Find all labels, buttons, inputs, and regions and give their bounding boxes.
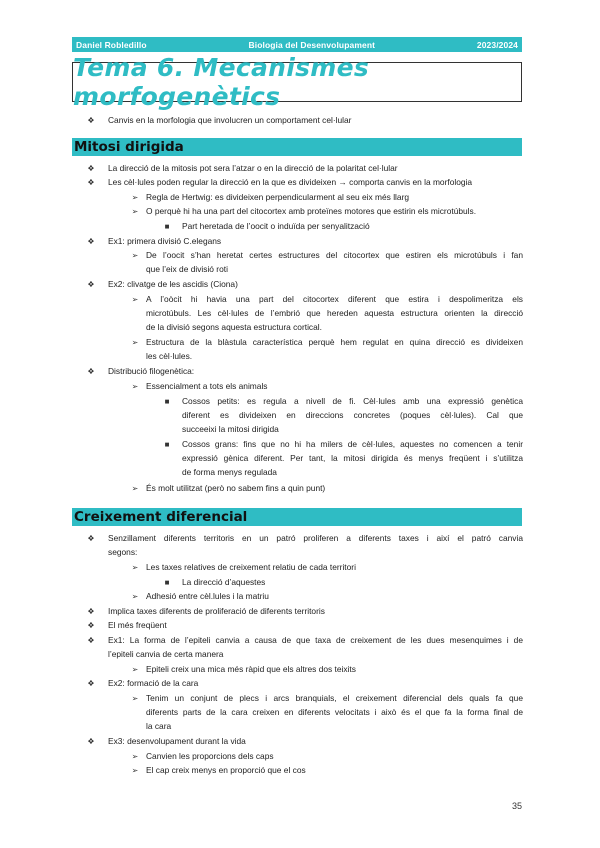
text-line: El més freqüent: [108, 620, 167, 630]
arrow-bullet-icon: ➢: [131, 382, 139, 391]
arrow-bullet-icon: ➢: [131, 338, 139, 347]
square-bullet-icon: ■: [164, 578, 170, 587]
arrow-bullet-icon: ➢: [131, 193, 139, 202]
text-line: Distribució filogenètica:: [108, 366, 195, 376]
text-line: Les taxes relatives de creixement relatiu de cada territori: [146, 562, 356, 572]
text-line: de forma menys regulada: [182, 467, 277, 477]
bullet-icon: ❖: [87, 164, 95, 173]
bullet-icon: ❖: [87, 367, 95, 376]
page-header: [72, 37, 522, 52]
bullet-icon: ❖: [87, 237, 95, 246]
arrow-bullet-icon: ➢: [131, 207, 139, 216]
text-line: expressió gènica diferent. Per tant, la mitosi dirigida és menys freqüent i s’utilitza: [182, 453, 523, 463]
text-line: Epiteli creix una mica més ràpid que els altres dos teixits: [146, 664, 356, 674]
text-line: Part heretada de l’oocit o induïda per senyalització: [182, 221, 370, 231]
text-line: És molt utilitzat (però no sabem fins a quin punt): [146, 483, 326, 493]
text-line: de la divisió segons aquesta estructura cortical.: [146, 322, 322, 332]
text-line: Canvien les proporcions dels caps: [146, 751, 274, 761]
bullet-icon: ❖: [87, 534, 95, 543]
text-line: Ex1: La forma de l’epiteli canvia a causa de que taxa de creixement de les dues mesenquimes i de: [108, 635, 523, 645]
text-line: diferents parts de la cara creixen en diferents velocitats i això és el que fa la forma final de: [146, 707, 523, 717]
bullet-icon: ❖: [87, 116, 95, 125]
page-title: Tema 6. Mecanismes morfogenètics: [73, 53, 370, 111]
square-bullet-icon: ■: [164, 440, 170, 449]
arrow-bullet-icon: ➢: [131, 295, 139, 304]
text-line: Senzillament diferents territoris en un patró proliferen a diferents taxes i així el patró canvia: [108, 533, 523, 543]
text-line: segons:: [108, 547, 138, 557]
arrow-bullet-icon: ➢: [131, 592, 139, 601]
arrow-bullet-icon: ➢: [131, 563, 139, 572]
text-line: O perquè hi ha una part del citocortex amb proteïnes motores que estirin els microtúbuls.: [146, 206, 477, 216]
bullet-icon: ❖: [87, 679, 95, 688]
text-line: Cossos grans: fins que no hi ha milers de cèl·lules, aquestes no comencen a tenir: [182, 439, 523, 449]
text-line: microtúbuls. Les cèl·lules de l’embrió que hereden aquesta estructura orienten la direcció: [146, 308, 523, 318]
text-line: Cossos petits: es regula a nivell de fi. Cèl·lules amb una expressió genètica: [182, 396, 523, 406]
arrow-bullet-icon: ➢: [131, 484, 139, 493]
bullet-icon: ❖: [87, 607, 95, 616]
text-line: Estructura de la blàstula característica perquè hem regulat en quina direcció es divideixen: [146, 337, 523, 347]
arrow-bullet-icon: ➢: [131, 665, 139, 674]
text-line: La direcció de la mitosis pot sera l’atzar o en la direcció de la polaritat cel·lular: [108, 163, 398, 173]
arrow-bullet-icon: ➢: [131, 766, 139, 775]
section-heading-creixement: Creixement diferencial: [72, 508, 522, 526]
bullet-icon: ❖: [87, 737, 95, 746]
text-line: De l’oocit s’han heretat certes estructures del citocortex que estiren els microtúbuls i fan: [146, 250, 523, 260]
header-subject: Biologia del Desenvolupament: [248, 39, 376, 50]
text-line: la cara: [146, 721, 172, 731]
text-line: Ex2: formació de la cara: [108, 678, 199, 688]
bullet-icon: ❖: [87, 636, 95, 645]
text-line: succeeixi la mitosi dirigida: [182, 424, 279, 434]
header-author: Daniel Robledillo: [76, 39, 147, 50]
square-bullet-icon: ■: [164, 397, 170, 406]
title-box: [72, 53, 522, 111]
text-line: Implica taxes diferents de proliferació de diferents territoris: [108, 606, 325, 616]
arrow-bullet-icon: ➢: [131, 752, 139, 761]
square-bullet-icon: ■: [164, 222, 170, 231]
text-line: Ex2: clivatge de les ascidis (Ciona): [108, 279, 238, 289]
page-number: 35: [511, 801, 522, 811]
bullet-icon: ❖: [87, 178, 95, 187]
arrow-bullet-icon: ➢: [131, 251, 139, 260]
text-line: El cap creix menys en proporció que el cos: [146, 765, 306, 775]
bullet-icon: ❖: [87, 280, 95, 289]
text-line: La direcció d’aquestes: [182, 577, 266, 587]
text-line: diferent es divideixen en direccions concretes (poques cèl·lules). Cal que: [182, 410, 523, 420]
text-line: Ex1: primera divisió C.elegans: [108, 236, 222, 246]
text-line: Regla de Hertwig: es divideixen perpendicularment al seu eix més llarg: [146, 192, 410, 202]
section-heading-mitosi: Mitosi dirigida: [72, 138, 522, 156]
text-line: que l’eix de divisió roti: [146, 264, 228, 274]
text-line: Adhesió entre cèl.lules i la matriu: [146, 591, 269, 601]
text-line: Ex3: desenvolupament durant la vida: [108, 736, 246, 746]
text-line: Essencialment a tots els animals: [146, 381, 268, 391]
bullet-icon: ❖: [87, 621, 95, 630]
text-line: Tenim un conjunt de plecs i arcs branquials, el creixement diferencial dels quals fa que: [146, 693, 523, 703]
text-line: l’epiteli canvia de certa manera: [108, 649, 224, 659]
text-line: A l’oòcit hi havia una part del citocortex diferent que estira i despolimeritza els: [146, 294, 523, 304]
header-year: 2023/2024: [476, 39, 518, 50]
text-line: les cèl·lules.: [146, 351, 193, 361]
text-line: Les cèl·lules poden regular la direcció en la que es divideixen → comporta canvis en la morfologia: [108, 177, 473, 187]
intro-text: Canvis en la morfologia que involucren un comportament cel·lular: [108, 115, 352, 125]
arrow-bullet-icon: ➢: [131, 694, 139, 703]
